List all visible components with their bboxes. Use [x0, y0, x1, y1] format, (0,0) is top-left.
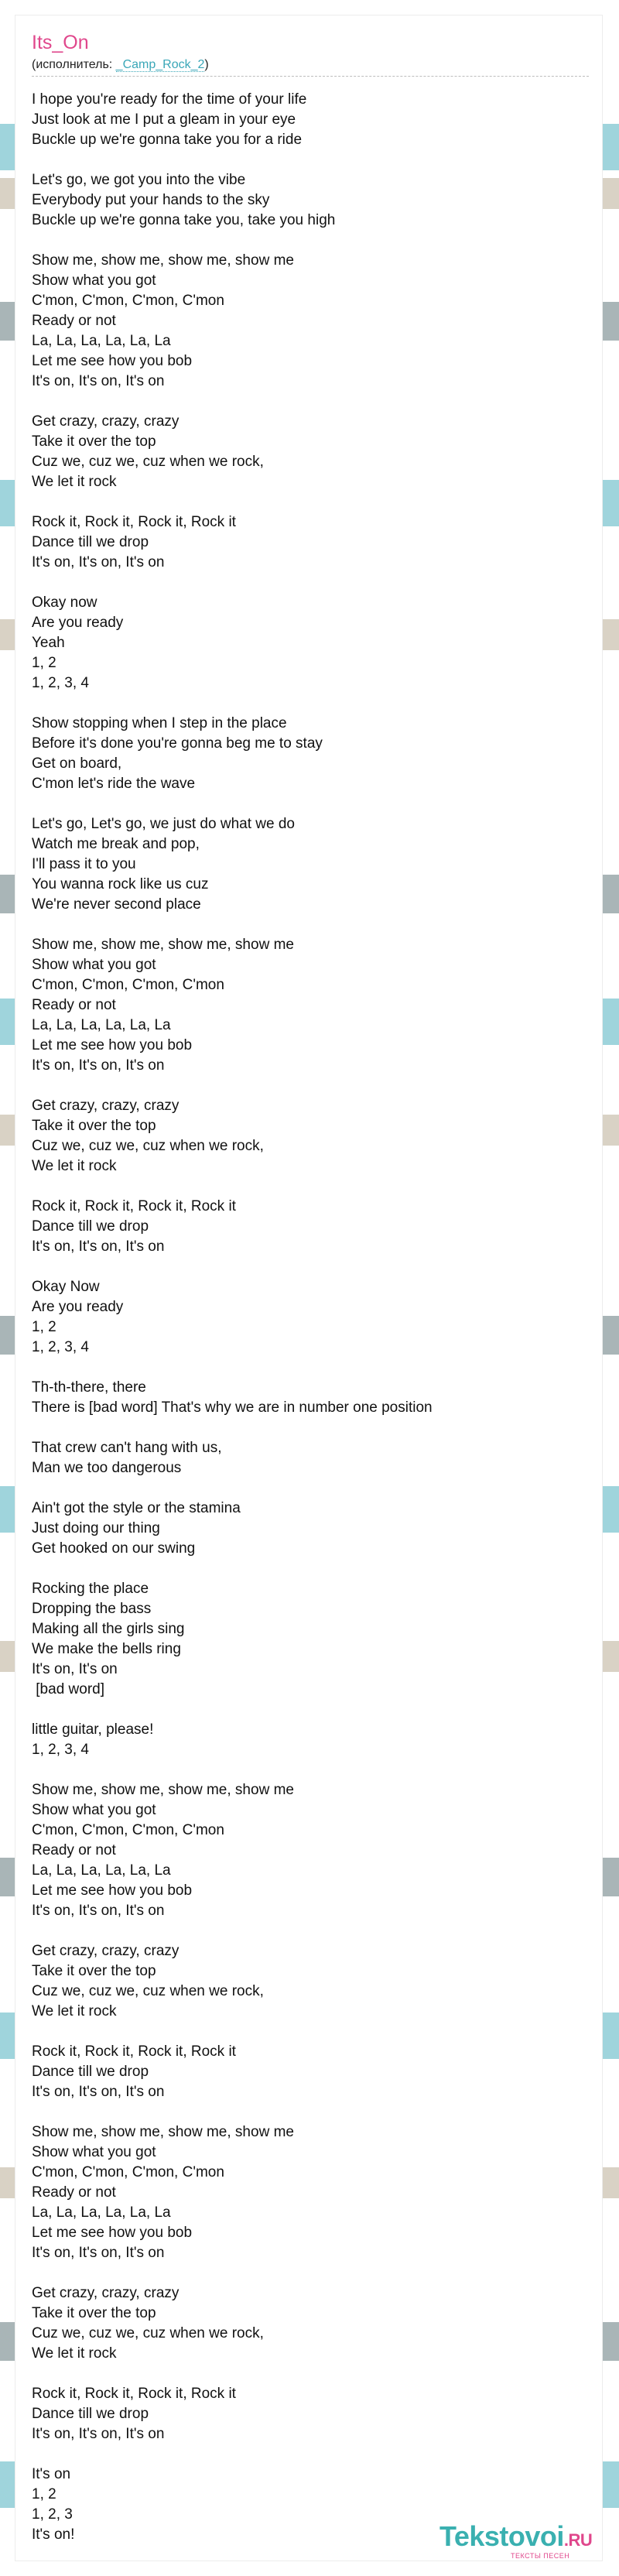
lyrics-line: Cuz we, cuz we, cuz when we rock, — [32, 2325, 264, 2341]
lyrics-line: Okay now — [32, 594, 97, 611]
lyrics-line: Get crazy, crazy, crazy — [32, 1943, 180, 1959]
lyrics-stanza — [32, 1197, 589, 1257]
lyrics-line: We let it rock — [32, 2345, 117, 2362]
lyrics-line: We're never second place — [32, 896, 201, 913]
lyrics-line: Buckle up we're gonna take you, take you high — [32, 212, 336, 228]
lyrics-stanza — [32, 2042, 589, 2102]
lyrics-line: 1, 2, 3, 4 — [32, 1339, 89, 1355]
lyrics-line: C'mon, C'mon, C'mon, C'mon — [32, 977, 224, 993]
lyrics-line: Show me, show me, show me, show me — [32, 2124, 294, 2140]
lyrics-line: You wanna rock like us cuz — [32, 876, 209, 892]
lyrics-line: Take it over the top — [32, 1118, 156, 1134]
lyrics-line: Show me, show me, show me, show me — [32, 1782, 294, 1798]
lyrics-line: Rock it, Rock it, Rock it, Rock it — [32, 514, 236, 530]
lyrics-line: Take it over the top — [32, 1963, 156, 1979]
lyrics-stanza — [32, 1277, 589, 1358]
lyrics-line: It's on, It's on, It's on — [32, 2084, 165, 2100]
lyrics-line: 1, 2 — [32, 1319, 56, 1335]
lyrics-line: I hope you're ready for the time of your life — [32, 91, 307, 108]
lyrics-line: Rock it, Rock it, Rock it, Rock it — [32, 2386, 236, 2402]
lyrics-line: Take it over the top — [32, 433, 156, 450]
lyrics-line: Just look at me I put a gleam in your eye — [32, 111, 296, 128]
lyrics-line: Are you ready — [32, 615, 124, 631]
lyrics-line: Let me see how you bob — [32, 1037, 193, 1053]
lyrics-text — [32, 90, 589, 2565]
lyrics-line: C'mon, C'mon, C'mon, C'mon — [32, 1822, 224, 1838]
lyrics-line: It's on, It's on, It's on — [32, 2426, 165, 2442]
lyrics-line: Yeah — [32, 635, 65, 651]
lyrics-stanza — [32, 1941, 589, 2022]
lyrics-line: C'mon, C'mon, C'mon, C'mon — [32, 293, 224, 309]
lyrics-line: 1, 2, 3, 4 — [32, 675, 89, 691]
lyrics-line: 1, 2, 3 — [32, 2506, 73, 2523]
lyrics-line: Are you ready — [32, 1299, 124, 1315]
lyrics-line: Making all the girls sing — [32, 1621, 185, 1637]
lyrics-stanza — [32, 1378, 589, 1418]
lyrics-line: Everybody put your hands to the sky — [32, 192, 270, 208]
lyrics-line: Cuz we, cuz we, cuz when we rock, — [32, 1138, 264, 1154]
lyrics-line: Show what you got — [32, 1802, 156, 1818]
lyrics-line: Show what you got — [32, 2144, 156, 2160]
lyrics-line: Just doing our thing — [32, 1520, 160, 1536]
lyrics-line: Show what you got — [32, 272, 156, 289]
artist-link[interactable]: _Camp_Rock_2 — [115, 58, 205, 71]
lyrics-stanza — [32, 593, 589, 694]
artist-line — [32, 57, 209, 74]
lyrics-line: Show what you got — [32, 957, 156, 973]
lyrics-line: Get hooked on our swing — [32, 1540, 196, 1557]
lyrics-line: Cuz we, cuz we, cuz when we rock, — [32, 1983, 264, 1999]
lyrics-stanza — [32, 412, 589, 492]
lyrics-line: Let's go, we got you into the vibe — [32, 172, 246, 188]
lyrics-line: Let me see how you bob — [32, 353, 193, 369]
lyrics-line: 1, 2 — [32, 2486, 56, 2502]
lyrics-line: Rocking the place — [32, 1581, 149, 1597]
logo-domain: .RU — [563, 2530, 593, 2550]
song-title: Its_On — [32, 32, 89, 53]
lyrics-stanza — [32, 512, 589, 573]
lyrics-line: La, La, La, La, La, La — [32, 2204, 171, 2221]
lyrics-line: We let it rock — [32, 474, 117, 490]
logo-name: Tekstovoi — [439, 2520, 564, 2552]
lyrics-stanza — [32, 170, 589, 231]
lyrics-stanza — [32, 2283, 589, 2364]
lyrics-line: [bad word] — [32, 1681, 104, 1697]
lyrics-line: Buckle up we're gonna take you for a ride — [32, 132, 303, 148]
artist-prefix: (исполнитель: — [32, 58, 116, 71]
lyrics-line: Ready or not — [32, 997, 116, 1013]
lyrics-line: Ain't got the style or the stamina — [32, 1500, 241, 1516]
lyrics-line: I'll pass it to you — [32, 856, 136, 872]
lyrics-line: Man we too dangerous — [32, 1460, 182, 1476]
lyrics-stanza — [32, 1096, 589, 1177]
lyrics-line: It's on, It's on, It's on — [32, 554, 165, 570]
lyrics-line: It's on — [32, 2466, 71, 2482]
lyrics-line: Dance till we drop — [32, 2406, 149, 2422]
lyrics-line: La, La, La, La, La, La — [32, 333, 171, 349]
lyrics-line: Ready or not — [32, 1842, 116, 1858]
lyrics-line: Before it's done you're gonna beg me to stay — [32, 735, 323, 752]
lyrics-line: It's on, It's on, It's on — [32, 1238, 165, 1255]
lyrics-line: Rock it, Rock it, Rock it, Rock it — [32, 1198, 236, 1214]
lyrics-line: C'mon, C'mon, C'mon, C'mon — [32, 2164, 224, 2180]
lyrics-line: Dance till we drop — [32, 1218, 149, 1235]
lyrics-line: Cuz we, cuz we, cuz when we rock, — [32, 454, 264, 470]
lyrics-line: We make the bells ring — [32, 1641, 181, 1657]
lyrics-line: Th-th-there, there — [32, 1379, 146, 1396]
lyrics-stanza — [32, 1579, 589, 1700]
lyrics-line: Get crazy, crazy, crazy — [32, 1098, 180, 1114]
artist-suffix: ) — [204, 58, 209, 71]
lyrics-stanza — [32, 814, 589, 915]
lyrics-line: It's on, It's on, It's on — [32, 373, 165, 389]
lyrics-line: Okay Now — [32, 1279, 100, 1295]
lyrics-line: Show stopping when I step in the place — [32, 715, 287, 731]
lyrics-line: It's on, It's on, It's on — [32, 1903, 165, 1919]
lyrics-line: Ready or not — [32, 313, 116, 329]
lyrics-line: We let it rock — [32, 1158, 117, 1174]
lyrics-line: There is [bad word] That's why we are in number one position — [32, 1399, 433, 1416]
lyrics-stanza — [32, 1720, 589, 1760]
lyrics-line: It's on, It's on — [32, 1661, 118, 1677]
lyrics-line: That crew can't hang with us, — [32, 1440, 222, 1456]
lyrics-line: La, La, La, La, La, La — [32, 1017, 171, 1033]
lyrics-stanza — [32, 251, 589, 392]
lyrics-line: It's on, It's on, It's on — [32, 1057, 165, 1074]
lyrics-card — [15, 15, 602, 2561]
lyrics-line: It's on, It's on, It's on — [32, 2245, 165, 2261]
lyrics-line: Watch me break and pop, — [32, 836, 200, 852]
lyrics-line: Rock it, Rock it, Rock it, Rock it — [32, 2043, 236, 2060]
lyrics-stanza — [32, 714, 589, 794]
lyrics-line: little guitar, please! — [32, 1721, 154, 1738]
lyrics-stanza — [32, 2122, 589, 2263]
lyrics-line: Get crazy, crazy, crazy — [32, 2285, 180, 2301]
lyrics-line: Ready or not — [32, 2184, 116, 2201]
lyrics-line: Let's go, Let's go, we just do what we do — [32, 816, 295, 832]
lyrics-stanza — [32, 90, 589, 150]
lyrics-stanza — [32, 935, 589, 1076]
lyrics-stanza — [32, 1499, 589, 1559]
logo-wordmark — [439, 2521, 592, 2556]
lyrics-line: Let me see how you bob — [32, 1882, 193, 1899]
lyrics-line: La, La, La, La, La, La — [32, 1862, 171, 1879]
lyrics-line: It's on! — [32, 2526, 75, 2543]
lyrics-line: Dance till we drop — [32, 2064, 149, 2080]
lyrics-line: Take it over the top — [32, 2305, 156, 2321]
lyrics-stanza — [32, 1438, 589, 1478]
lyrics-stanza — [32, 2384, 589, 2444]
lyrics-line: Dropping the bass — [32, 1601, 152, 1617]
lyrics-line: Show me, show me, show me, show me — [32, 937, 294, 953]
title-divider — [32, 76, 589, 77]
lyrics-line: Let me see how you bob — [32, 2225, 193, 2241]
lyrics-stanza — [32, 1780, 589, 1921]
site-logo[interactable] — [439, 2521, 602, 2567]
lyrics-line: We let it rock — [32, 2003, 117, 2019]
lyrics-line: 1, 2, 3, 4 — [32, 1742, 89, 1758]
lyrics-line: Dance till we drop — [32, 534, 149, 550]
lyrics-line: Get on board, — [32, 755, 122, 772]
lyrics-line: Get crazy, crazy, crazy — [32, 413, 180, 430]
logo-tagline: ТЕКСТЫ ПЕСЕН — [511, 2552, 570, 2560]
lyrics-line: 1, 2 — [32, 655, 56, 671]
lyrics-line: Show me, show me, show me, show me — [32, 252, 294, 269]
lyrics-line: C'mon let's ride the wave — [32, 776, 196, 792]
